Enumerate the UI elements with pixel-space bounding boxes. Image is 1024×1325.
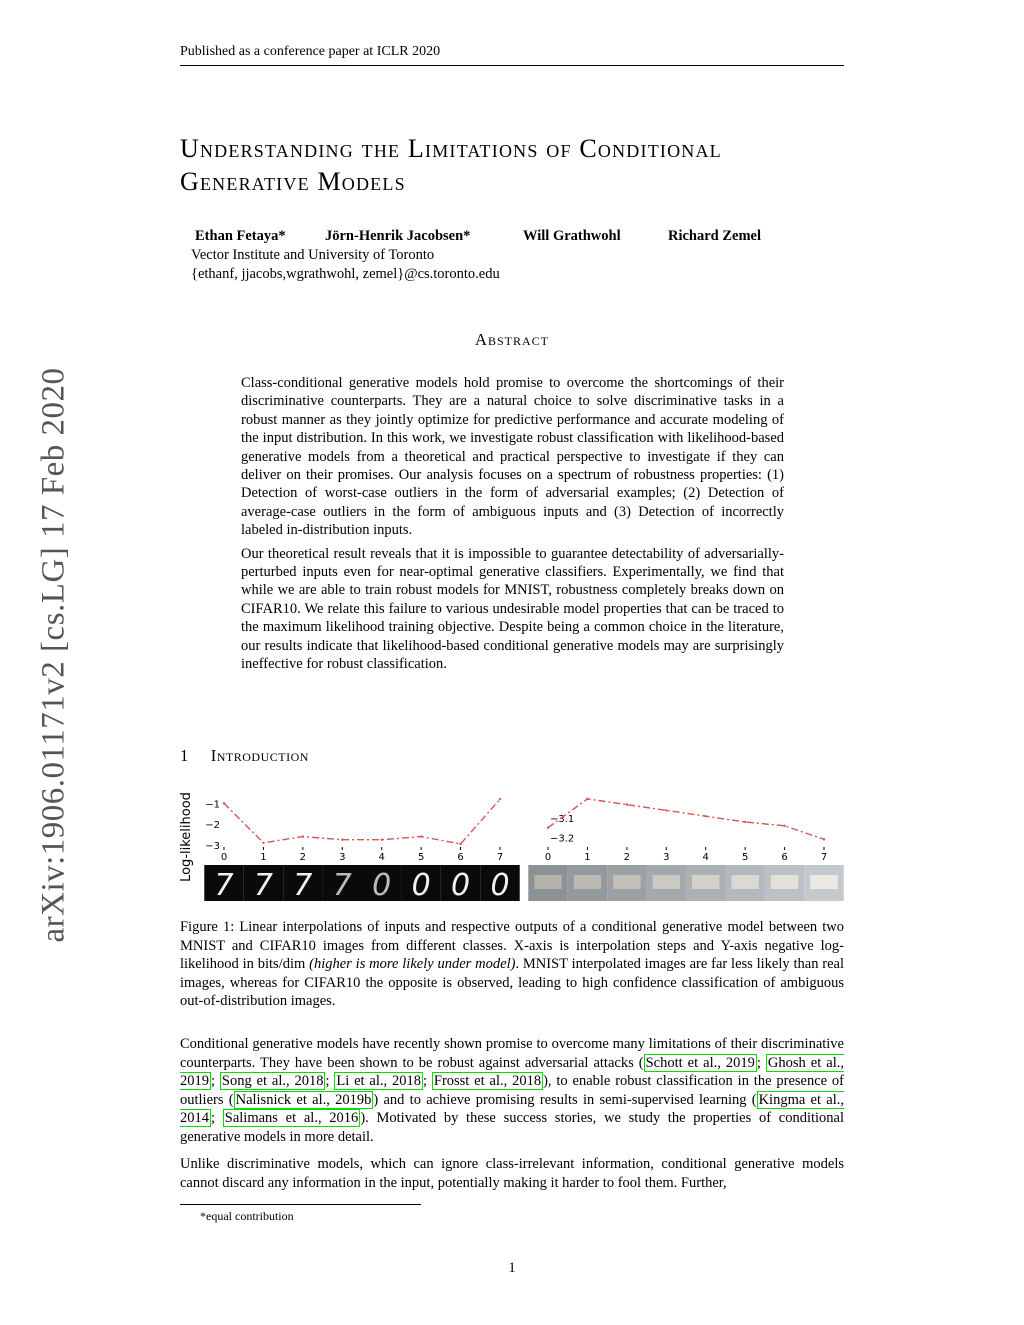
data-point — [547, 827, 549, 829]
y-tick-label: −3.1 — [550, 814, 575, 826]
header-rule — [180, 65, 844, 66]
cifar-thumbnail-detail — [613, 875, 640, 889]
section-heading — [180, 746, 309, 766]
figure-1 — [176, 787, 848, 905]
paper-title — [180, 132, 880, 198]
caption-italic: (higher is more likely under model) — [309, 956, 516, 972]
caption-label: Figure 1: — [180, 919, 235, 935]
mnist-digit-glyph: 0 — [451, 868, 471, 903]
arxiv-identifier: arXiv:1906.01171v2 [cs.LG] 17 Feb 2020 — [35, 367, 72, 943]
series-line — [224, 799, 500, 844]
x-tick-label: 6 — [457, 852, 464, 863]
citation-link[interactable]: Ghosh et al., 2019 — [180, 1054, 844, 1089]
x-tick-label: 2 — [623, 852, 631, 863]
data-point — [626, 803, 628, 805]
cifar-thumbnail-detail — [574, 875, 601, 889]
abstract-heading: Abstract — [475, 330, 549, 349]
mnist-digit-glyph: 7 — [293, 868, 313, 903]
x-tick-label: 0 — [544, 852, 552, 863]
citation-link[interactable]: Kingma et al., 2014 — [180, 1091, 844, 1126]
intro-paragraph-2: Unlike discriminative models, which can ignore class-irrelevant information, conditional generative models cannot discard any information in the input, potentially making it harder to fool them. Further, — [180, 1156, 844, 1191]
caption-text: Linear interpolations of inputs and respective outputs of a conditional generative model between two MNIST and CIFAR10 images from different classes. X-axis is interpolation steps and Y-axis negative log-likelihood in bits/dim — [180, 919, 845, 972]
mnist-digit-glyph: 7 — [253, 868, 273, 903]
data-point — [420, 835, 422, 837]
author-4: Richard Zemel — [668, 228, 762, 244]
text-run: ; — [211, 1073, 220, 1089]
y-tick-label: −3.2 — [550, 833, 575, 845]
abstract-body — [241, 374, 784, 679]
page-number: 1 — [508, 1260, 516, 1276]
cifar-thumbnail-detail — [771, 875, 798, 889]
text-run: Conditional generative models have recently shown promise to overcome many limitations of their discriminative counterparts. They have been shown to be robust against adversarial attacks ( — [180, 1036, 844, 1071]
citation-link[interactable]: Song et al., 2018 — [221, 1073, 324, 1089]
data-point — [665, 809, 667, 811]
author-1: Ethan Fetaya* — [195, 228, 286, 244]
x-tick-label: 5 — [741, 852, 749, 863]
title-line-2: Generative Models — [180, 167, 406, 196]
section-number: 1 — [180, 746, 189, 765]
cifar-panel — [528, 798, 843, 901]
data-point — [341, 839, 343, 841]
data-point — [302, 835, 304, 837]
x-tick-label: 3 — [663, 852, 670, 863]
text-run: ), to enable robust classification in the presence of outliers ( — [180, 1073, 845, 1108]
x-tick-label: 2 — [299, 852, 307, 863]
y-axis-label: Log-likelihood — [179, 792, 194, 882]
citation-link[interactable]: Frosst et al., 2018 — [433, 1073, 542, 1089]
author-3: Will Grathwohl — [523, 228, 621, 244]
section-title: Introduction — [210, 746, 309, 765]
cifar-thumbnail-detail — [534, 875, 561, 889]
mnist-digit-glyph: 7 — [332, 868, 352, 903]
author-2: Jörn-Henrik Jacobsen* — [325, 228, 471, 244]
citation-link[interactable]: Li et al., 2018 — [336, 1073, 421, 1089]
abstract-paragraph-2: Our theoretical result reveals that it is impossible to guarantee detectability of adversarially-perturbed inputs even for near-optimal generative classifiers. Experimentally, we find that while we are able to train robust models for MNIST, robustness completely breaks down on CIFAR10. We relate this failure to various undesirable model properties that can be traced to the maximum likelihood training objective. Despite being a common choice in the literature, our results indicate that likelihood-based conditional generative models may are surprisingly ineffective for robust classification. — [241, 545, 784, 673]
data-point — [783, 825, 785, 827]
x-tick-label: 4 — [702, 852, 709, 863]
cifar-thumbnail-detail — [810, 875, 837, 889]
mnist-digit-glyph: 0 — [490, 868, 510, 903]
data-point — [499, 798, 501, 800]
data-point — [823, 838, 825, 840]
text-run: ). Motivated by these success stories, we study the properties of conditional generative models in more detail. — [180, 1110, 845, 1145]
data-point — [262, 842, 264, 844]
caption-text-end: . MNIST interpolated images are far less likely than real images, whereas for CIFAR10 the opposite is observed, leading to high confidence classification of ambiguous out-of-distribution images. — [180, 956, 845, 1009]
affiliation-block — [191, 246, 500, 284]
text-run: ) and to achieve promising results in semi-supervised learning ( — [373, 1091, 757, 1108]
cifar-thumbnail-detail — [653, 875, 680, 889]
title-line-1: Understanding the Limitations of Conditional — [180, 134, 722, 163]
introduction-body — [180, 1035, 844, 1201]
affiliation: Vector Institute and University of Toronto — [191, 247, 435, 263]
citation-link[interactable]: Schott et al., 2019 — [645, 1054, 755, 1071]
text-run: ; — [756, 1054, 766, 1071]
x-tick-label: 5 — [417, 852, 425, 863]
y-tick-label: −3 — [205, 840, 220, 852]
footnote: *equal contribution — [200, 1209, 294, 1223]
mnist-digit-glyph: 0 — [372, 868, 392, 903]
series-line — [548, 799, 824, 839]
x-tick-label: 6 — [781, 852, 788, 863]
citation-link[interactable]: Nalisnick et al., 2019b — [235, 1091, 372, 1108]
text-run: ; — [211, 1110, 223, 1126]
abstract-paragraph-1: Class-conditional generative models hold promise to overcome the shortcomings of their discriminative counterparts. They are a natural choice to solve discriminative tasks in a robust manner as they jointly optimize for predictive performance and accurate modeling of the input distribution. In this work, we investigate robust classification with likelihood-based generative models from a theoretical and practical perspective to investigate if they can deliver on their promises. Our analysis focuses on a spectrum of robustness properties: (1) Detection of worst-case outliers in the form of adversarial examples; (2) Detection of average-case outliers in the form of ambiguous inputs and (3) Detection of incorrectly labeled in-distribution inputs. — [241, 375, 784, 539]
citation-link[interactable]: Salimans et al., 2016 — [224, 1110, 359, 1126]
cifar-thumbnail-detail — [692, 875, 719, 889]
footnote-rule — [180, 1204, 421, 1205]
text-run: ; — [325, 1073, 335, 1089]
mnist-digit-glyph: 0 — [411, 868, 431, 903]
data-point — [459, 843, 461, 845]
x-tick-label: 3 — [339, 852, 346, 863]
data-point — [744, 821, 746, 823]
mnist-digit-glyph: 7 — [214, 868, 234, 903]
x-tick-label: 4 — [378, 852, 385, 863]
data-point — [586, 798, 588, 800]
x-tick-label: 1 — [584, 852, 591, 863]
y-tick-label: −2 — [205, 820, 220, 832]
emails: {ethanf, jjacobs,wgrathwohl, zemel}@cs.toronto.edu — [191, 266, 500, 282]
intro-paragraph-1 — [180, 1035, 844, 1146]
data-point — [223, 802, 225, 804]
x-tick-label: 1 — [260, 852, 267, 863]
running-header: Published as a conference paper at ICLR 2020 — [180, 44, 441, 59]
x-tick-label: 7 — [496, 852, 504, 863]
mnist-panel — [204, 798, 519, 903]
y-tick-label: −1 — [205, 799, 220, 811]
figure-caption — [180, 918, 844, 1011]
text-run: ; — [422, 1073, 432, 1089]
data-point — [381, 839, 383, 841]
x-tick-label: 7 — [820, 852, 828, 863]
cifar-thumbnail-detail — [731, 875, 758, 889]
data-point — [705, 815, 707, 817]
x-tick-label: 0 — [220, 852, 228, 863]
